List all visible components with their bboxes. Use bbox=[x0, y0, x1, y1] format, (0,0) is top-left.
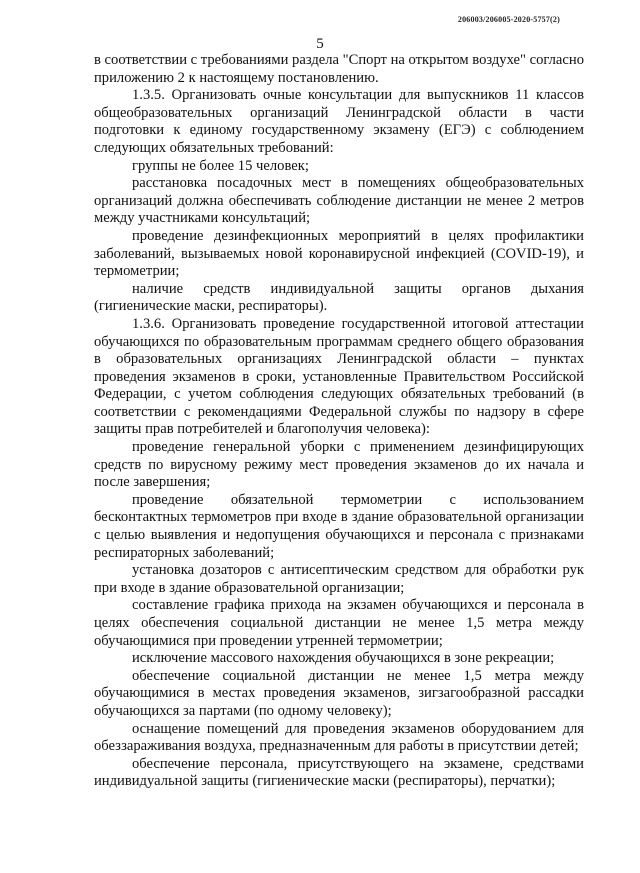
list-item-group-size: группы не более 15 человек; bbox=[132, 157, 309, 174]
paragraph-section-1-3-5: 1.3.5. Организовать очные консультации для выпускников 11 классов общеобразовательных организаций Ленинградской области в части подготовки к единому государственному экзамену (ЕГЭ) с соблюдением следующих обязательных требований: bbox=[94, 87, 584, 156]
list-item-disinfection: проведение дезинфекционных мероприятий в целях профилактики заболеваний, вызываемых новой коронавирусной инфекцией (COVID-19), и термометрии; bbox=[94, 227, 584, 280]
document-registration-number: 206003/206005-2020-5757(2) bbox=[457, 15, 560, 24]
list-item-recreation-zone: исключение массового нахождения обучающихся в зоне рекреации; bbox=[132, 650, 555, 667]
paragraph-continuation: в соответствии с требованиями раздела "Спорт на открытом воздухе" согласно приложению 2 к настоящему постановлению. bbox=[94, 52, 584, 86]
list-item-thermometry: проведение обязательной термометрии с использованием бесконтактных термометров при входе в здание образовательной организации с целью выявления и недопущения обучающихся и персонала с признаками респираторных заболеваний; bbox=[94, 491, 584, 561]
list-item-social-distance: обеспечение социальной дистанции не менее 1,5 метра между обучающимися в местах проведения экзаменов, зигзагообразной рассадки обучающихся за партами (по одному человеку); bbox=[94, 667, 584, 719]
document-body bbox=[94, 52, 584, 791]
list-item-seating-distance: расстановка посадочных мест в помещениях общеобразовательных организаций должна обеспечивать соблюдение дистанции не менее 2 метров между участниками консультаций; bbox=[94, 175, 584, 227]
list-item-arrival-schedule: составление графика прихода на экзамен обучающихся и персонала в целях обеспечения социальной дистанции не менее 1,5 метра между обучающимися при проведении утренней термометрии; bbox=[94, 597, 584, 649]
list-item-air-disinfection: оснащение помещений для проведения экзаменов оборудованием для обеззараживания воздуха, предназначенным для работы в присутствии детей; bbox=[94, 720, 584, 755]
paragraph-section-1-3-6: 1.3.6. Организовать проведение государственной итоговой аттестации обучающихся по образовательным программам среднего общего образования в образовательных организациях Ленинградской области – пунктах проведения экзаменов в сроки, установленные Правительством Российской Федерации, с учетом соблюдения следующих обязательных требований (в соответствии с рекомендациями Федеральной службы по надзору в сфере защиты прав потребителей и благополучия человека): bbox=[94, 315, 584, 438]
list-item-staff-protection: обеспечение персонала, присутствующего на экзамене, средствами индивидуальной защиты (гигиенические маски (респираторы), перчатки); bbox=[94, 755, 584, 790]
list-item-general-cleaning: проведение генеральной уборки с применением дезинфицирующих средств по вирусному режиму мест проведения экзаменов до их начала и после завершения; bbox=[94, 439, 584, 491]
page-number: 5 bbox=[316, 36, 324, 52]
list-item-protective-equipment: наличие средств индивидуальной защиты органов дыхания (гигиенические маски, респираторы). bbox=[94, 280, 584, 315]
list-item-sanitizer-dispensers: установка дозаторов с антисептическим средством для обработки рук при входе в здание образовательной организации; bbox=[94, 562, 584, 596]
